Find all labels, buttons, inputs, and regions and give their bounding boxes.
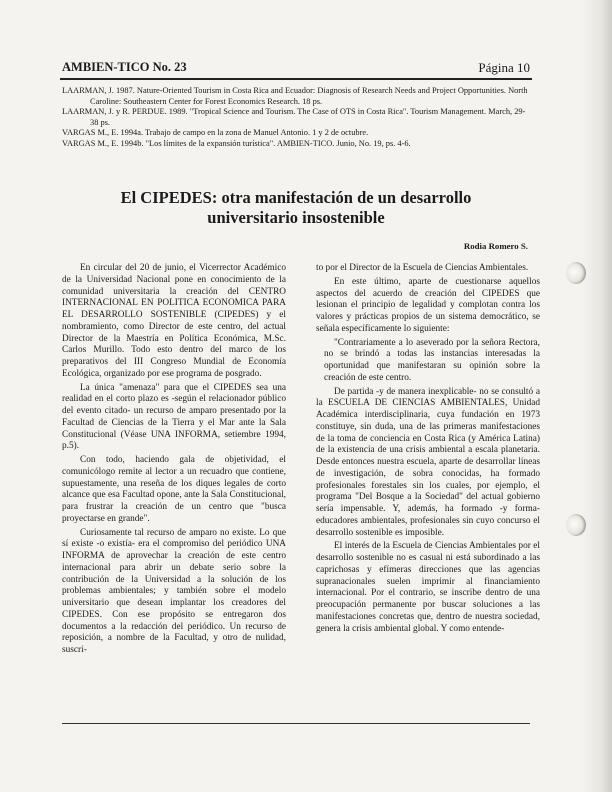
paragraph: to por el Director de la Escuela de Ciencias Ambientales. xyxy=(316,263,529,273)
paragraph: De partida -y de manera inexplicable- no se consultó a la ESCUELA DE CIENCIAS AMBIENTALES, Unidad Académica interdisciplinaria, cuya fundación en 1973 constituye, sin duda, una de las primeras manifestaciones de la toma de conciencia en Costa Rica (y América Latina) de la existencia de una crisis ambiental a escala planetaria. Desde entonces nuestra escuela, aparte de desarrollar líneas de investigación, de sobra conocidas, ha formado profesionales forestales sin los cuales, por ejemplo, el programa "Del Bosque a la Sociedad" del actual gobierno sería impensable. Y, además, ha formado -y forma- educadores ambientales, profesionales sin cuyo concurso el desarrollo sostenible es imposible. xyxy=(316,386,540,538)
binder-hole-bottom xyxy=(566,514,586,536)
journal-name: AMBIEN-TICO No. 23 xyxy=(62,60,187,74)
binder-hole-top xyxy=(566,262,586,284)
paragraph: La única "amenaza" para que el CIPEDES sea una realidad en el corto plazo es -según el relacionador público del evento citado- un recurso de amparo presentado por la Facultad de Ciencias de la Tierra y el Mar ante la Sala Constitucional (Véase UNA INFORMA, setiembre 1994, p.5). xyxy=(62,382,286,452)
page-edge-shadow xyxy=(582,0,612,792)
quoted-paragraph: "Contrariamente a lo aseverado por la señora Rectora, no se brindó a todas las instancias interesadas la oportunidad que manifestaran su opinión sobre la creación de este centro. xyxy=(324,337,540,383)
paragraph: El interés de la Escuela de Ciencias Ambientales por el desarrollo sostenible no es casual ni está subordinado a las caprichosas y efímeras direcciones que las agencias supranacionales suelen imprimir al financiamiento internacional. Por el contrario, se inscribe dentro de una preocupación permanente por buscar soluciones a las manifestaciones concretas que, dentro de nuestra sociedad, genera la crisis ambiental global. Y como entende- xyxy=(316,541,540,634)
header-rule xyxy=(60,78,532,80)
article-column-left xyxy=(62,263,286,659)
reference-item: VARGAS M., E. 1994b. "Los límites de la expansión turística". AMBIEN-TICO. Junio, No. 19, ps. 4-6. xyxy=(62,138,411,148)
reference-item: LAARMAN, J. 1987. Nature-Oriented Tourism in Costa Rica and Ecuador: Diagnosis of Research Needs and Project Opportunities. North Caroline: Southeastern Center for Forest Economics Research. 18 ps. xyxy=(62,86,528,106)
article-column-right xyxy=(316,263,540,637)
page-number: Página 10 xyxy=(478,60,530,75)
footer-rule xyxy=(62,723,530,724)
reference-item: VARGAS M., E. 1994a. Trabajo de campo en la zona de Manuel Antonio. 1 y 2 de octubre. xyxy=(62,128,369,138)
paragraph: En este último, aparte de cuestionarse aquellos aspectos del acuerdo de creación del CIPEDES que lesionan el principio de legalidad y complotan contra los valores y prácticas propios de un sistema democrático, se señala específicamente lo siguiente: xyxy=(316,276,540,334)
paragraph: Curiosamente tal recurso de amparo no existe. Lo que sí existe -o existía- era el compromiso del periódico UNA INFORMA de aprovechar la creación de este centro internacional para abrir un debate serio sobre la contribución de la Universidad a la solución de los problemas ambientales; y también sobre el modelo universitario que desean implantar los creadores del CIPEDES. Con ese propósito se entregaron dos documentos a la redacción del periódico. Un recurso de reposición, a nombre de la Facultad, y otro de nulidad, suscri- xyxy=(62,527,286,655)
page-header xyxy=(62,58,530,78)
paragraph: En circular del 20 de junio, el Vicerrector Académico de la Universidad Nacional pone en conocimiento de la comunidad universitaria la creación del CENTRO INTERNACIONAL EN POLITICA ECONOMICA PARA EL DESARROLLO SOSTENIBLE (CIPEDES) y el nombramiento, como Director de este centro, del actual Director de la Maestría en Política Económica, M.Sc. Carlos Murillo. Todo esto dentro del marco de los preparativos del III Congreso Mundial de Economía Ecológica, organizado por ese programa de posgrado. xyxy=(62,263,286,379)
article-title: El CIPEDES: otra manifestación de un desarrollo universitario insostenible xyxy=(120,188,472,227)
reference-list xyxy=(62,86,532,150)
article-author: Rodia Romero S. xyxy=(463,241,528,251)
paragraph: Con todo, haciendo gala de objetividad, el comunicólogo remite al lector a un recuadro que contiene, supuestamente, una reseña de los diques legales de corto alcance que esa Facultad opone, ante la Sala Constitucional, para frustrar la creación de un centro que "busca proyectarse en grande". xyxy=(62,455,286,524)
reference-item: LAARMAN, J. y R. PERDUE. 1989. "Tropical Science and Tourism. The Case of OTS in Costa Rica". Tourism Management. March, 29-38 ps. xyxy=(62,107,526,127)
